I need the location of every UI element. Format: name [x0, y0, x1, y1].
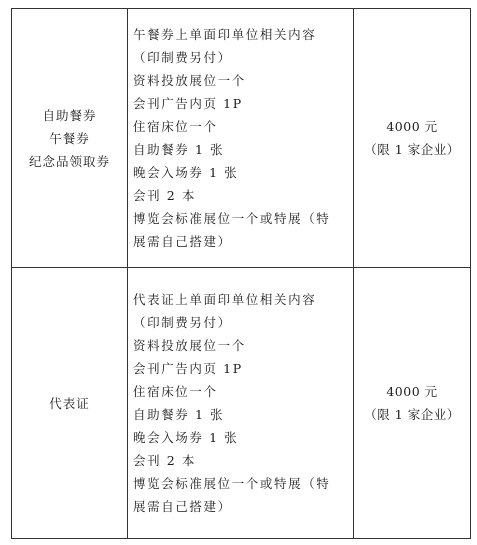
price-limit: （限 1 家企业）: [364, 407, 460, 422]
item-name-line: 午餐券: [49, 130, 90, 146]
benefits-cell: [128, 268, 354, 539]
benefit-line: 晚会入场券 1 张: [133, 430, 239, 445]
price-amount: 4000 元: [386, 384, 438, 399]
benefit-line: 展需自己搭建）: [133, 499, 232, 514]
benefit-line: 自助餐券 1 张: [133, 407, 225, 422]
benefits-cell: [128, 9, 354, 268]
table-row: [12, 9, 471, 268]
benefit-line: 资料投放展位一个: [133, 338, 246, 353]
benefit-line: 自助餐券 1 张: [133, 142, 225, 157]
benefit-line: 会刊广告内页 1P: [133, 361, 243, 376]
price-limit: （限 1 家企业）: [364, 142, 460, 157]
price-cell: [354, 9, 471, 268]
item-name-line: 代表证: [49, 395, 90, 411]
benefit-line: 代表证上单面印单位相关内容: [133, 292, 317, 307]
benefit-line: 住宿床位一个: [133, 119, 218, 134]
benefit-line: 博览会标准展位一个或特展（特: [133, 476, 331, 491]
table-row: [12, 268, 471, 539]
benefit-line: 博览会标准展位一个或特展（特: [133, 211, 331, 226]
item-name-cell: [12, 268, 128, 539]
price-cell: [354, 268, 471, 539]
benefit-line: （印制费另付）: [133, 50, 232, 65]
benefit-line: 展需自己搭建）: [133, 234, 232, 249]
benefit-line: 晚会入场券 1 张: [133, 165, 239, 180]
benefit-line: （印制费另付）: [133, 315, 232, 330]
price-amount: 4000 元: [386, 119, 438, 134]
benefit-line: 会刊 2 本: [133, 188, 196, 203]
benefit-line: 会刊广告内页 1P: [133, 96, 243, 111]
item-name-line: 纪念品领取券: [28, 153, 110, 169]
benefit-line: 午餐券上单面印单位相关内容: [133, 27, 317, 42]
benefit-line: 会刊 2 本: [133, 453, 196, 468]
item-name-line: 自助餐券: [42, 107, 97, 123]
sponsorship-table: [11, 8, 471, 539]
item-name-cell: [12, 9, 128, 268]
benefit-line: 住宿床位一个: [133, 384, 218, 399]
benefit-line: 资料投放展位一个: [133, 73, 246, 88]
